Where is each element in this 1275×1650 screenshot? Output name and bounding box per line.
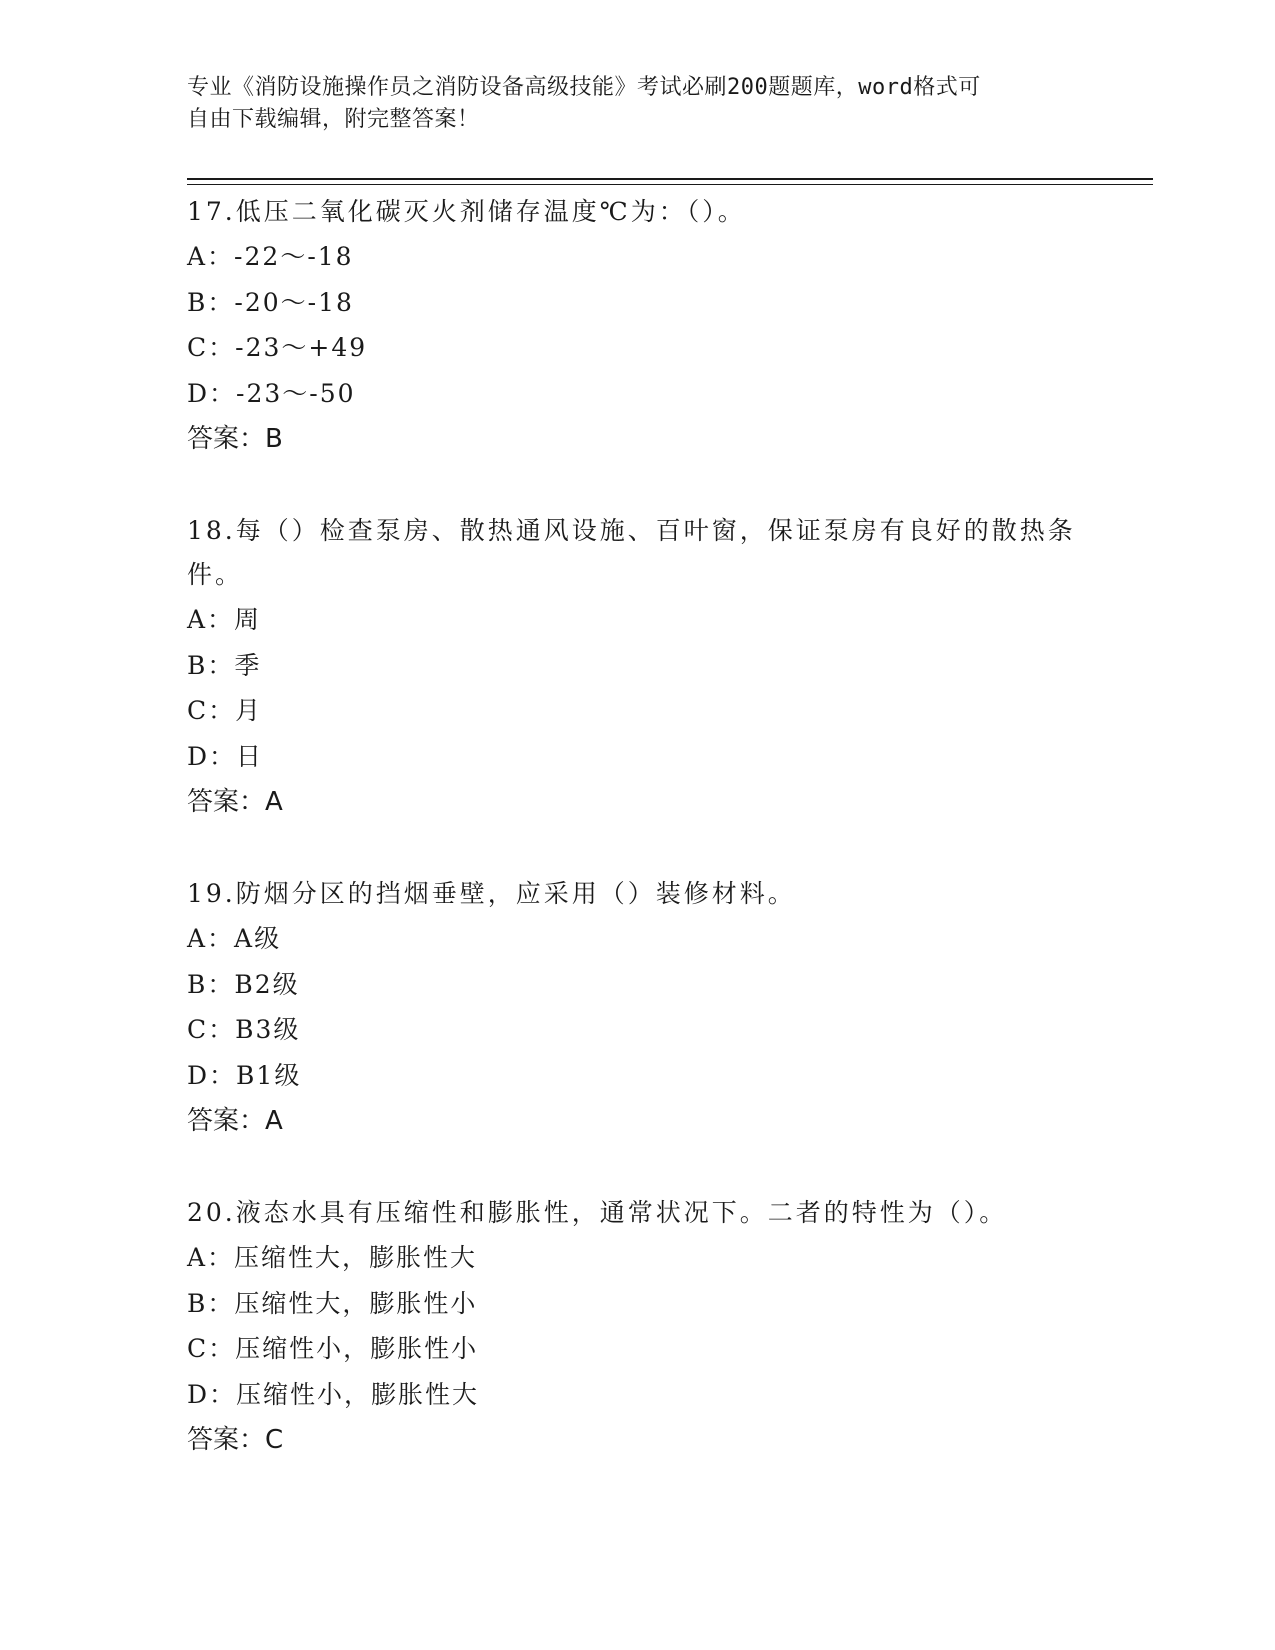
option-c: C：月 [187,696,263,725]
question-19 [187,872,1087,1144]
answer-line: 答案：A [187,1106,283,1136]
question-stem: 18.每（）检查泵房、散热通风设施、百叶窗，保证泵房有良好的散热条件。 [187,516,1076,589]
option-c: C：-23～+49 [187,333,368,362]
header-divider-thin [187,184,1153,185]
option-d: D：-23～-50 [187,378,356,408]
option-a: A：压缩性大，膨胀性大 [187,1243,478,1272]
option-d: D：日 [187,741,264,771]
option-d: D：B1级 [187,1060,302,1090]
question-stem: 19.防烟分区的挡烟垂壁，应采用（）装修材料。 [187,879,796,908]
option-c: C：B3级 [187,1015,301,1044]
question-stem: 20.液态水具有压缩性和膨胀性，通常状况下。二者的特性为（）。 [187,1198,1008,1227]
question-17 [187,190,1087,462]
answer-line: 答案：B [187,424,283,454]
answer-line: 答案：A [187,787,283,817]
option-a: A：周 [187,605,262,634]
document-header [187,72,1067,136]
option-d: D：压缩性小，膨胀性大 [187,1379,480,1409]
answer-line: 答案：C [187,1425,284,1455]
header-divider-thick [187,178,1153,180]
question-stem: 17.低压二氧化碳灭火剂储存温度℃为：（）。 [187,197,746,226]
option-b: B：B2级 [187,969,300,999]
option-b: B：-20～-18 [187,287,354,317]
option-c: C：压缩性小，膨胀性小 [187,1334,479,1363]
question-18 [187,509,1087,825]
option-b: B：压缩性大，膨胀性小 [187,1288,478,1318]
header-line-1: 专业《消防设施操作员之消防设备高级技能》考试必刷200题题库，word格式可 [187,75,981,100]
option-b: B：季 [187,650,262,680]
option-a: A：-22～-18 [187,242,354,271]
option-a: A：A级 [187,924,282,953]
header-line-2: 自由下载编辑，附完整答案！ [187,107,480,132]
question-20 [187,1191,1087,1463]
